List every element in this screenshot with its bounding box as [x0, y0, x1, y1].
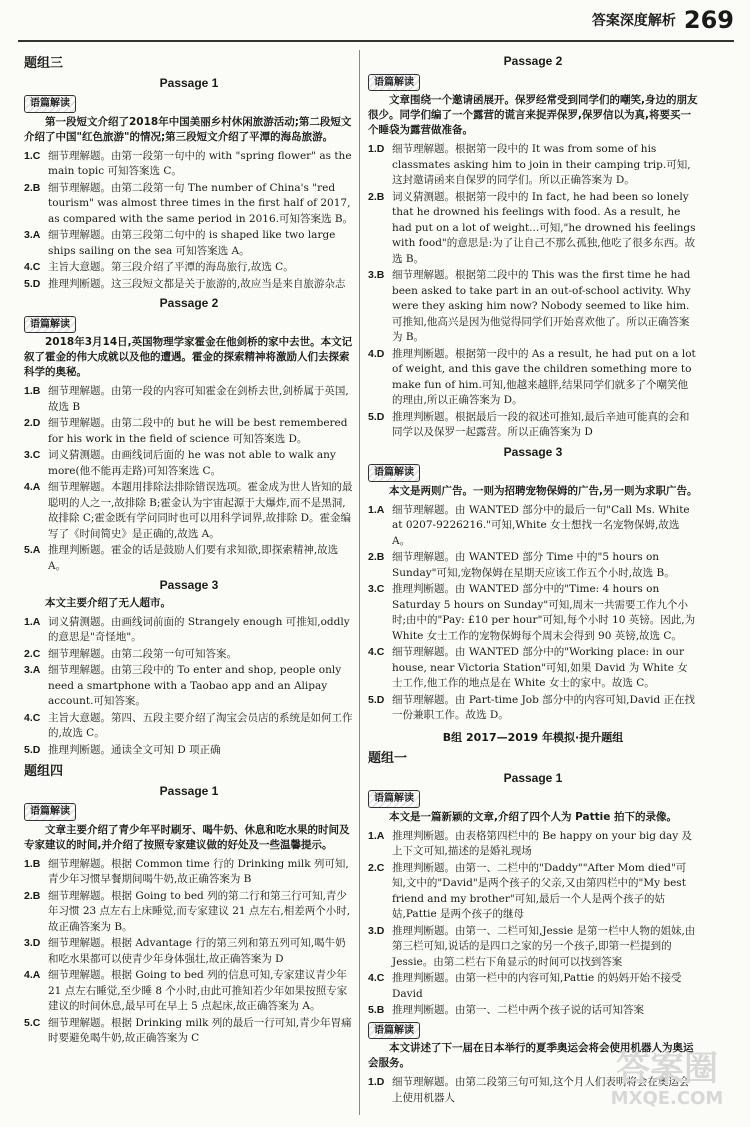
answer-list	[368, 142, 698, 441]
answer-explanation: 细节理解题。由 WANTED 部分中的最后一句"Call Ms. White at 0207-9226216."可知,White 女士想找一名宠物保姆,故选 A。	[392, 503, 690, 547]
answer-item	[24, 384, 354, 415]
passage-title: Passage 2	[159, 296, 219, 310]
passage-summary: 文章主要介绍了青少年平时刷牙、喝牛奶、休息和吃水果的时间及专家建议的时间,并介绍了按照专家建议做的好处及一些温馨提示。	[24, 823, 350, 851]
passage-summary: 本文讲述了下一届在日本举行的夏季奥运会将会使用机器人为奥运会服务。	[368, 1042, 694, 1069]
answer-item	[368, 347, 698, 409]
answer-number: 3.A	[24, 664, 41, 676]
answer-explanation: 细节理解题。由 Part-time Job 部分中的内容可知,David 正在找一份兼职工作。故选 D。	[392, 693, 696, 721]
answer-item	[24, 277, 354, 293]
answer-number: 5.B	[368, 1004, 385, 1016]
answer-number: 1.C	[24, 149, 41, 162]
answer-item	[368, 550, 698, 581]
answer-explanation: 细节理解题。由第三段中的 To enter and shop, people only need a smartphone with a Taobao app and an Alipay account.可知答案。	[48, 664, 342, 707]
answer-explanation: 细节理解题。本题用排除法排除错误选项。霍金成为世人皆知的最聪明的人之一,故排除 B;霍金认为宇宙起源于大爆炸,而不是黑洞,故排除 C;霍金既有学问同时也可以用科学词界,故排除 D。霍金编写了《时间简史》是正确的,故选 A。	[48, 481, 353, 540]
answer-list	[24, 615, 354, 759]
answer-number: 1.D	[368, 143, 385, 155]
answer-number: 4.A	[24, 481, 41, 493]
answer-explanation: 细节理解题。根据第二段中的 This was the first time he had been asked to take part in an out-of-school activity. Why were they asking him now? Nobody seemed to like him.可推知,他高兴是因为他觉得同学们开始喜欢他了。所以正确答案为 B。	[392, 269, 691, 343]
passage-summary: 本文是两则广告。一则为招聘宠物保姆的广告,另一则为求职广告。	[389, 484, 698, 497]
answer-explanation: 细节理解题。根据 Common time 行的 Drinking milk 列可知,青少年习惯早餐期间喝牛奶,故正确答案为 B	[48, 857, 349, 885]
header-title: 答案深度解析	[591, 13, 676, 29]
answer-explanation: 细节理解题。由第二段第一句可知答案。	[48, 647, 237, 660]
answer-number: 4.A	[24, 969, 41, 981]
answer-list	[368, 829, 698, 1019]
answer-number: 3.D	[368, 924, 385, 937]
page-number: 269	[683, 6, 734, 34]
answer-number: 4.C	[368, 972, 385, 984]
answer-explanation: 细节理解题。由第二段第一句 The number of China's "red tourism" was almost three times in the first half of 2017, as compared with the same period in 2016.可知答案选 B。	[48, 181, 354, 225]
answer-item	[24, 663, 354, 710]
passage-title: Passage 1	[503, 770, 563, 785]
group-title: 题组四	[24, 764, 64, 779]
answer-item	[368, 829, 698, 860]
answer-explanation: 推理判断题。由第一、二栏中两个孩子说的话可知答案	[392, 1004, 644, 1016]
answer-number: 4.D	[368, 347, 385, 360]
answer-number: 5.D	[24, 277, 41, 290]
answer-explanation: 细节理解题。根据 Going to bed 列的信息可知,专家建议青少年 21 点左右睡觉,至少睡 8 个小时,由此可推知若少年如果按照专家建议的时间休息,最早可在早上 5 点起床,故正确答案为 A。	[48, 969, 348, 1012]
answer-number: 2.C	[24, 647, 41, 660]
answer-number: 1.D	[368, 1076, 385, 1088]
answer-explanation: 推理判断题。由第一、二栏可知,Jessie 是第一栏中人物的姐妹,由第三栏可知,说话的是四口之家的另一个孩子,即第一栏提到的 Jessie。由第二栏右下角显示的时间可以找到答案	[392, 924, 696, 968]
answer-item	[368, 142, 698, 189]
answer-item	[368, 693, 698, 724]
discourse-badge: 语篇解读	[368, 1022, 420, 1040]
answer-explanation: 推理判断题。由第一、二栏中的"Daddy""After Mom died"可知,文中的"David"是两个孩子的父亲,又由第四栏中的"My best friend and my brother"可知,最后一个人是两个孩子的姑姑,Pattie 是两个孩子的继母	[392, 861, 687, 920]
answer-number: 4.C	[24, 711, 41, 724]
answer-number: 5.D	[368, 410, 385, 423]
answer-explanation: 推理判断题。由表格第四栏中的 Be happy on your big day 及上下文可知,描述的是婚礼现场	[392, 829, 693, 857]
passage-title: Passage 3	[503, 444, 563, 459]
answer-item	[24, 968, 354, 1015]
answer-number: 5.D	[368, 693, 385, 706]
answer-number: 2.B	[24, 889, 41, 902]
answer-explanation: 细节理解题。由第一段第一句中的 with "spring flower" as the main topic 可知答案选 C。	[48, 149, 352, 177]
answer-explanation: 细节理解题。根据 Advantage 行的第三列和第五列可知,喝牛奶和吃水果都可以使青少年身体强壮,故正确答案为 D	[48, 937, 346, 965]
answer-explanation: 推理判断题。由第一栏中的内容可知,Pattie 的妈妈开始不接受 David	[392, 972, 682, 1000]
answer-explanation: 主旨大意题。第四、五段主要介绍了淘宝会员店的系统是如何工作的,故选 C。	[48, 711, 353, 739]
answer-number: 5.D	[24, 743, 41, 756]
answer-item	[368, 582, 698, 644]
answer-number: 4.C	[24, 261, 41, 273]
answer-explanation: 词义猜测题。由画线词前面的 Strangely enough 可推知,oddly 的意思是"奇怪地"。	[48, 615, 350, 643]
answer-explanation: 细节理解题。由第三段第二句中的 is shaped like two large ships sailing on the sea 可知答案选 A。	[48, 229, 336, 257]
answer-explanation: 细节理解题。由 WANTED 部分 Time 中的"5 hours on Sunday"可知,宠物保姆在星期天应该工作五个小时,故选 B。	[392, 551, 675, 579]
answer-explanation: 推理判断题。通读全文可知 D 项正确	[48, 743, 221, 756]
answer-item	[24, 857, 354, 888]
answer-number: 4.C	[368, 646, 385, 658]
answer-item	[24, 936, 354, 967]
answer-explanation: 细节理解题。根据第一段中的 It was from some of his classmates asking him to join in their camping trip.可知,这封邀请函来自保罗的同学们。所以正确答案为 D。	[392, 143, 691, 186]
answer-number: 1.A	[368, 503, 385, 516]
answer-item	[24, 416, 354, 447]
answer-number: 2.D	[24, 417, 41, 429]
answer-number: 3.C	[24, 449, 41, 461]
answer-list	[24, 149, 354, 293]
answer-explanation: 推理判断题。根据最后一段的叙述可推知,最后辛迪可能真的会和同学以及保罗一起露营。所以正确答案为 D	[392, 410, 690, 438]
passage-title: Passage 1	[159, 75, 219, 90]
answer-list	[368, 503, 698, 724]
answer-number: 2.C	[368, 861, 385, 874]
passage-summary: 本文主要介绍了无人超市。	[45, 596, 171, 609]
answer-item	[24, 615, 354, 646]
column-divider	[359, 50, 360, 1115]
group-title: 题组三	[24, 56, 64, 71]
discourse-badge: 语篇解读	[24, 316, 76, 334]
left-column	[24, 50, 354, 1127]
watermark-url: MXQE.COM	[610, 1088, 724, 1109]
passage-title: Passage 2	[503, 54, 563, 68]
answer-number: 1.A	[368, 829, 385, 842]
answer-item	[368, 861, 698, 923]
answer-explanation: 推理判断题。根据第一段中的 As a result, he had put on a lot of weight, and this gave the children something more to make fun of him.可知,他越来越胖,结果同学们就多了个嘲笑他的理由,所以正确答案为 D。	[392, 347, 696, 406]
answer-explanation: 词义猜测题。由画线词后面的 he was not able to walk any more(他不能再走路)可知答案选 C。	[48, 449, 336, 477]
header-rule	[18, 40, 734, 42]
answer-number: 1.B	[24, 857, 41, 870]
answer-number: 3.C	[368, 583, 385, 595]
page-header	[592, 6, 734, 34]
answer-explanation: 词义猜测题。根据第一段中的 In fact, he had been so lonely that he drowned his feelings with food. As a result, he had put on a lot of weight...可知,"he drowned his feelings with food"的意思是:为了让自己不那么孤独,他吃了很多东西。故选 B。	[392, 190, 696, 265]
passage-summary: 文章围绕一个邀请函展开。保罗经常受到同学们的嘲笑,身边的朋友很少。同学们编了一个露营的谎言来捉弄保罗,保罗信以为真,将要买一个睡袋为露营做准备。	[368, 94, 698, 136]
answer-item	[24, 743, 354, 759]
answer-item	[24, 480, 354, 542]
answer-explanation: 推理判断题。霍金的话是鼓励人们要有求知欲,即探索精神,故选 A。	[48, 544, 339, 572]
answer-number: 2.B	[368, 551, 385, 563]
answer-explanation: 推理判断题。由 WANTED 部分中的"Time: 4 hours on Saturday 5 hours on Sunday"可知,周末一共需要工作九个小时;由中的"Pay: £10 per hour"可知,每个小时 10 英镑。因此,为 White 女士工作的宠物保姆每个周末会得到 90 英镑,故选 C。	[392, 583, 696, 642]
answer-item	[24, 1016, 354, 1047]
answer-number: 5.C	[24, 1016, 41, 1029]
answer-explanation: 细节理解题。由第二段第三句可知,这个月人们表明将会在奥运会上使用机器人	[392, 1076, 690, 1104]
right-column	[368, 50, 698, 1127]
answer-item	[368, 503, 698, 550]
answer-item	[368, 410, 698, 441]
answer-explanation: 细节理解题。由 WANTED 部分中的"Working place: in our house, near Victoria Station"可知,如果 David 为 White 女士工作,他工作的地点是在 White 女士的家中。故选 C。	[392, 646, 688, 689]
answer-explanation: 推理判断题。这三段短文都是关于旅游的,故应当是来自旅游杂志	[48, 277, 346, 290]
answer-item	[368, 1003, 698, 1019]
discourse-badge: 语篇解读	[368, 74, 420, 92]
answer-number: 3.B	[368, 269, 385, 281]
answer-explanation: 细节理解题。根据 Drinking milk 列的最后一行可知,青少年胃痛时要避免喝牛奶,故正确答案为 C	[48, 1016, 352, 1044]
section-title: B组 2017—2019 年模拟·提升题组	[442, 730, 624, 744]
passage-summary: 2018年3月14日,英国物理学家霍金在他剑桥的家中去世。本文记叙了霍金的伟大成就以及他的遭遇。霍金的探索精神将激励人们去探索科学的奥秘。	[24, 336, 353, 378]
answer-explanation: 细节理解题。由第一段的内容可知霍金在剑桥去世,剑桥属于英国,故选 B	[48, 385, 349, 413]
answer-list	[24, 857, 354, 1047]
answer-item	[24, 181, 354, 228]
watermark	[592, 1049, 742, 1119]
answer-number: 1.B	[24, 385, 41, 397]
answer-explanation: 细节理解题。由第二段中的 but he will be best remembered for his work in the field of science 可知答案选 D。	[48, 417, 348, 445]
passage-title: Passage 1	[159, 783, 219, 798]
passage-summary: 本文是一篇新颖的文章,介绍了四个人为 Pattie 拍下的录像。	[389, 810, 678, 823]
discourse-badge: 语篇解读	[368, 464, 420, 482]
discourse-badge: 语篇解读	[24, 803, 76, 821]
answer-explanation: 细节理解题。根据 Going to bed 列的第二行和第三行可知,青少年习惯 23 点左右上床睡觉,而专家建议 21 点左右,相差两个小时,故正确答案为 B。	[48, 889, 351, 933]
answer-item	[368, 924, 698, 971]
answer-number: 3.A	[24, 229, 41, 241]
answer-item	[24, 260, 354, 276]
discourse-badge: 语篇解读	[24, 95, 76, 113]
passage-title: Passage 3	[159, 578, 219, 592]
answer-item	[24, 889, 354, 936]
answer-item	[24, 543, 354, 574]
answer-list	[24, 384, 354, 574]
answer-explanation: 主旨大意题。第三段介绍了平潭的海岛旅行,故选 C。	[48, 261, 294, 273]
answer-item	[24, 448, 354, 479]
answer-number: 2.B	[24, 181, 41, 194]
watermark-text: 答案圈	[616, 1049, 718, 1089]
answer-item	[24, 149, 354, 180]
answer-item	[368, 190, 698, 268]
answer-number: 3.D	[24, 937, 41, 949]
answer-number: 5.A	[24, 544, 41, 556]
answer-item	[368, 645, 698, 692]
answer-item	[24, 711, 354, 742]
answer-number: 1.A	[24, 615, 41, 628]
discourse-badge: 语篇解读	[368, 790, 420, 808]
passage-summary: 第一段短文介绍了2018年中国美丽乡村休闲旅游活动;第二段短文介绍了中国"红色旅游"的情况;第三段短文介绍了平潭的海岛旅游。	[24, 115, 352, 143]
answer-item	[368, 268, 698, 346]
answer-item	[24, 647, 354, 663]
answer-number: 2.B	[368, 190, 385, 203]
answer-item	[24, 228, 354, 259]
answer-item	[368, 971, 698, 1002]
group-title: 题组一	[368, 751, 408, 766]
